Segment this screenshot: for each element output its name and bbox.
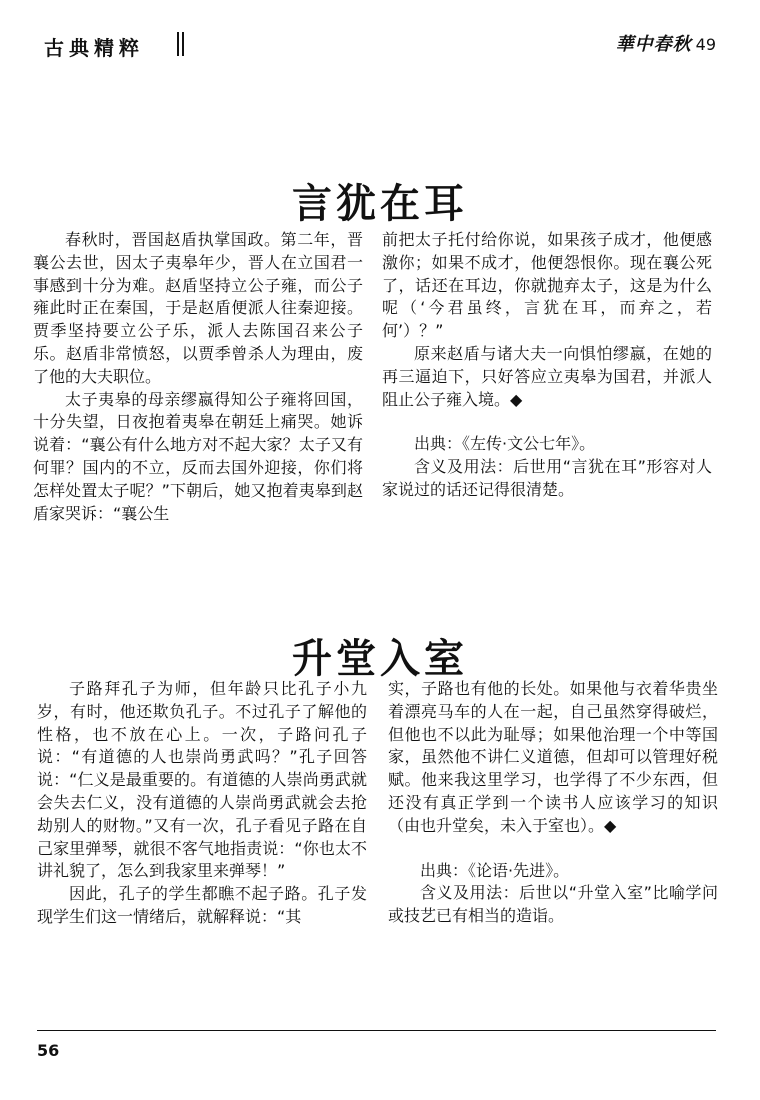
body-paragraph: 太子夷皋的母亲缪嬴得知公子雍将回国，十分失望，日夜抱着夷皋在朝廷上痛哭。她诉说着：“襄公有什么地方对不起大家？太子又有何罪？国内的不立，反而去国外迎接，你们将怎样处置太子呢？”下朝后，她又抱着夷皋到赵盾家哭诉：“襄公生 — [33, 389, 363, 523]
article-title: 升堂入室 — [292, 634, 468, 682]
source-note: 出典：《左传·文公七年》。 — [414, 434, 596, 454]
magazine-mark — [616, 30, 716, 56]
running-header — [44, 24, 716, 64]
magazine-name: 華中春秋 — [615, 34, 692, 55]
article-title: 言犹在耳 — [292, 179, 468, 227]
body-paragraph: 因此，孔子的学生都瞧不起子路。孔子发现学生们这一情绪后，就解释说：“其 — [37, 884, 367, 926]
column-divider-bars — [177, 32, 187, 56]
article-right-column — [388, 678, 718, 928]
article-right-column — [382, 229, 712, 502]
issue-number: 49 — [695, 35, 716, 54]
body-paragraph: 原来赵盾与诸大夫一向惧怕缪嬴，在她的再三逼迫下，只好答应立夷皋为国君，并派人阻止公子雍入境。◆ — [382, 343, 712, 409]
page-number: 56 — [37, 1041, 60, 1060]
body-paragraph-continued: 前把太子托付给你说，如果孩子成才，他便感激你；如果不成才，他便怨恨你。现在襄公死了，话还在耳边，你就抛弃太子，这是为什么呢（‘今君虽终，言犹在耳，而弃之，若何’）？” — [382, 230, 712, 341]
meaning-note: 含义及用法：后世用“言犹在耳”形容对人家说过的话还记得很清楚。 — [382, 457, 712, 499]
source-note: 出典：《论语·先进》。 — [420, 860, 570, 880]
article-left-column — [37, 678, 367, 929]
body-paragraph: 子路拜孔子为师，但年龄只比孔子小九岁，有时，他还欺负孔子。不过孔子了解他的性格，也不放在心上。一次，子路问孔子说：“有道德的人也崇尚勇武吗？”孔子回答说：“仁义是最重要的。有道德的人崇尚勇武就会失去仁义，没有道德的人崇尚勇武就会去抢劫别人的财物。”又有一次，孔子看见子路在自己家里弹琴，就很不客气地指责说：“你也太不讲礼貌了，怎么到我家里来弹琴！” — [37, 679, 367, 881]
body-paragraph: 春秋时，晋国赵盾执掌国政。第二年，晋襄公去世，因太子夷皋年少，晋人在立国君一事感到十分为难。赵盾坚持立公子雍，而公子雍此时正在秦国，于是赵盾便派人往秦迎接。贾季坚持要立公子乐，派人去陈国召来公子乐。赵盾非常愤怒，以贾季曾杀人为理由，废了他的大夫职位。 — [33, 230, 363, 386]
meaning-note: 含义及用法：后世以“升堂入室”比喻学问或技艺已有相当的造诣。 — [388, 883, 718, 926]
column-name: 古典精粹 — [44, 36, 144, 60]
footer-rule — [37, 1030, 716, 1031]
body-paragraph-continued: 实，子路也有他的长处。如果他与衣着华贵坐着漂亮马车的人在一起，自己虽然穿得破烂，但他也不以此为耻辱；如果他治理一个中等国家，虽然他不讲仁义道德，但却可以管理好税赋。他来我这里学习，也学得了不少东西，但还没有真正学到一个读书人应该学习的知识（由也升堂矣，未入于室也）。◆ — [388, 679, 718, 835]
article-left-column — [33, 229, 363, 525]
